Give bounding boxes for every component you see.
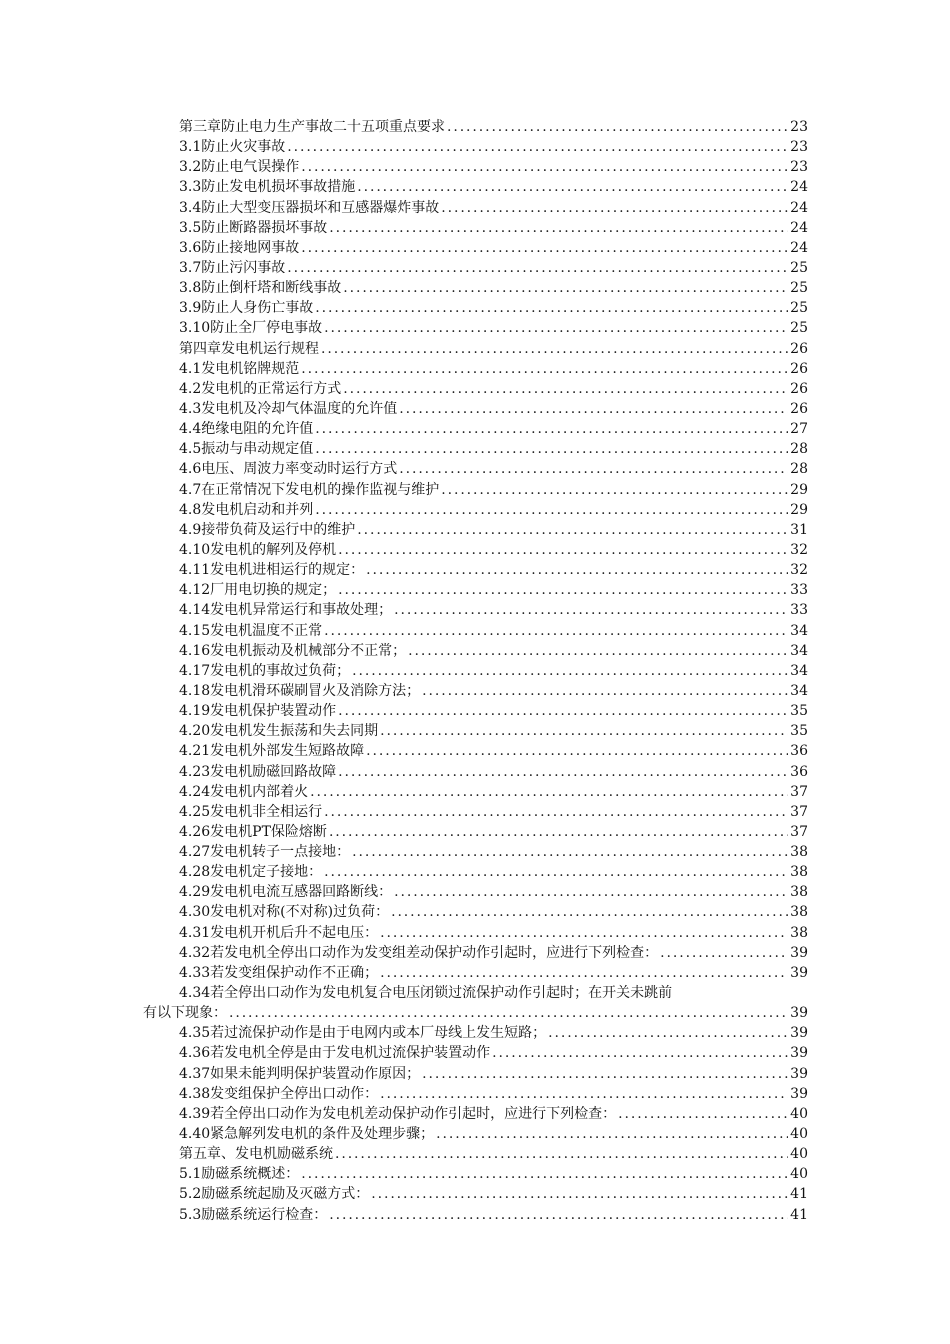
toc-entry-title: 5.3励磁系统运行检查： — [179, 1206, 328, 1223]
toc-entry[interactable] — [143, 600, 808, 620]
toc-entry-page-number: 40 — [790, 1166, 808, 1183]
toc-entry[interactable] — [143, 339, 808, 359]
dot-leader — [408, 641, 788, 661]
toc-entry-title: 4.6电压、周波力率变动时运行方式 — [179, 461, 398, 478]
toc-entry[interactable] — [143, 1164, 808, 1184]
toc-entry[interactable] — [143, 580, 808, 600]
dot-leader — [338, 701, 788, 721]
toc-entry-page-number: 26 — [790, 400, 808, 417]
toc-entry-title: 4.32若发电机全停出口动作为发变组差动保护动作引起时，应进行下列检查： — [179, 944, 659, 961]
toc-entry-title: 4.12厂用电切换的规定； — [179, 582, 337, 599]
dot-leader — [338, 580, 788, 600]
toc-entry-title: 4.11发电机进相运行的规定： — [179, 562, 365, 579]
toc-entry-page-number: 38 — [790, 864, 808, 881]
toc-entry-page-number: 31 — [790, 521, 808, 538]
toc-entry-title: 第三章防止电力生产事故二十五项重点要求 — [179, 119, 445, 135]
toc-entry[interactable] — [143, 278, 808, 298]
toc-entry-page-number: 24 — [790, 199, 808, 216]
toc-entry[interactable] — [143, 1184, 808, 1204]
toc-entry-page-number: 38 — [790, 924, 808, 941]
toc-entry[interactable] — [143, 117, 808, 137]
toc-entry[interactable] — [143, 560, 808, 580]
toc-entry-title: 4.8发电机启动和并列 — [179, 501, 314, 518]
dot-leader — [324, 318, 788, 338]
toc-entry-title: 4.3发电机及冷却气体温度的允许值 — [179, 400, 398, 417]
dot-leader — [492, 1043, 788, 1063]
toc-entry[interactable] — [143, 782, 808, 802]
toc-entry-page-number: 38 — [790, 904, 808, 921]
dot-leader — [338, 762, 788, 782]
toc-entry[interactable] — [143, 238, 808, 258]
toc-entry[interactable] — [143, 439, 808, 459]
dot-leader — [343, 278, 788, 298]
toc-entry-title: 4.2发电机的正常运行方式 — [179, 380, 342, 397]
toc-entry-title: 4.16发电机振动及机械部分不正常； — [179, 642, 407, 659]
dot-leader — [321, 339, 788, 359]
toc-entry-title: 4.18发电机滑环碳刷冒火及消除方法； — [179, 682, 421, 699]
toc-entry-page-number: 27 — [790, 421, 808, 438]
toc-entry-title: 4.1发电机铭牌规范 — [179, 360, 300, 377]
toc-entry[interactable] — [143, 822, 808, 842]
toc-entry-title: 4.40紧急解列发电机的条件及处理步骤； — [179, 1126, 435, 1143]
toc-entry[interactable] — [143, 621, 808, 641]
toc-entry[interactable] — [143, 1205, 808, 1225]
toc-entry[interactable] — [143, 419, 808, 439]
toc-entry-title: 3.6防止接地网事故 — [179, 239, 300, 256]
toc-entry[interactable] — [143, 963, 808, 983]
toc-entry[interactable] — [143, 943, 808, 963]
toc-entry[interactable] — [143, 1084, 808, 1104]
toc-entry-page-number: 26 — [790, 360, 808, 377]
toc-entry-title: 4.31发电机开机后升不起电压： — [179, 924, 379, 941]
dot-leader — [366, 560, 788, 580]
toc-entry[interactable] — [143, 137, 808, 157]
toc-entry-page-number: 25 — [790, 280, 808, 297]
dot-leader — [352, 842, 788, 862]
toc-entry[interactable] — [143, 661, 808, 681]
toc-entry-title: 第四章发电机运行规程 — [179, 340, 319, 357]
toc-entry-title: 4.36若发电机全停是由于发电机过流保护装置动作 — [179, 1045, 491, 1062]
dot-leader — [301, 359, 788, 379]
toc-entry-page-number: 37 — [790, 803, 808, 820]
toc-entry-page-number: 38 — [790, 844, 808, 861]
dot-leader — [380, 923, 788, 943]
toc-entry-title: 4.21发电机外部发生短路故障 — [179, 743, 365, 760]
toc-entry-page-number: 25 — [790, 259, 808, 276]
toc-entry-page-number: 28 — [790, 441, 808, 458]
toc-entry-page-number: 39 — [790, 1065, 808, 1082]
dot-leader — [315, 439, 788, 459]
toc-entry-title: 3.4防止大型变压器损坏和互感器爆炸事故 — [179, 199, 440, 216]
toc-entry-title: 3.9防止人身伤亡事故 — [179, 300, 314, 317]
toc-entry-title: 4.28发电机定子接地： — [179, 864, 323, 881]
toc-entry-page-number: 39 — [790, 944, 808, 961]
toc-entry-page-number: 40 — [790, 1105, 808, 1122]
toc-entry-page-number: 38 — [790, 884, 808, 901]
dot-leader — [315, 419, 788, 439]
toc-entry-page-number: 39 — [790, 964, 808, 981]
toc-entry-page-number: 41 — [790, 1206, 808, 1223]
toc-entry[interactable] — [143, 701, 808, 721]
dot-leader — [329, 1205, 788, 1225]
toc-entry-title: 4.27发电机转子一点接地： — [179, 844, 351, 861]
dot-leader — [324, 802, 788, 822]
toc-entry[interactable] — [143, 480, 808, 500]
dot-leader — [380, 1084, 788, 1104]
dot-leader — [287, 137, 788, 157]
toc-entry-page-number: 33 — [790, 582, 808, 599]
toc-entry-page-number: 23 — [790, 119, 808, 135]
toc-entry-page-number: 24 — [790, 239, 808, 256]
dot-leader — [380, 963, 788, 983]
toc-entry[interactable] — [143, 983, 808, 1003]
toc-entry-page-number: 34 — [790, 682, 808, 699]
dot-leader — [352, 661, 788, 681]
toc-entry-title: 4.34若全停出口动作为发电机复合电压闭锁过流保护动作引起时；在开关未跳前 — [179, 985, 673, 1002]
toc-entry-page-number: 24 — [790, 219, 808, 236]
toc-entry-title: 4.14发电机异常运行和事故处理； — [179, 602, 393, 619]
toc-entry[interactable] — [143, 177, 808, 197]
toc-entry-page-number: 34 — [790, 622, 808, 639]
dot-leader — [366, 741, 788, 761]
dot-leader — [329, 822, 788, 842]
toc-entry[interactable] — [143, 842, 808, 862]
dot-leader — [371, 1184, 788, 1204]
dot-leader — [329, 218, 788, 238]
dot-leader — [618, 1104, 788, 1124]
toc-entry[interactable] — [143, 1104, 808, 1124]
toc-entry-page-number: 34 — [790, 642, 808, 659]
toc-entry[interactable] — [143, 318, 808, 338]
toc-entry-page-number: 36 — [790, 743, 808, 760]
dot-leader — [287, 258, 788, 278]
toc-entry[interactable] — [143, 762, 808, 782]
toc-entry-page-number: 26 — [790, 380, 808, 397]
dot-leader — [391, 902, 788, 922]
toc-entry[interactable] — [143, 540, 808, 560]
toc-entry-title: 4.23发电机励磁回路故障 — [179, 763, 337, 780]
toc-entry[interactable] — [143, 741, 808, 761]
toc-entry-title: 4.7在正常情况下发电机的操作监视与维护 — [179, 481, 440, 498]
toc-entry-title: 5.2励磁系统起励及灭磁方式： — [179, 1186, 370, 1203]
toc-entry[interactable] — [143, 923, 808, 943]
dot-leader — [229, 1003, 788, 1023]
toc-entry[interactable] — [143, 902, 808, 922]
toc-entry-title: 4.24发电机内部着火 — [179, 783, 309, 800]
toc-entry-title: 4.9接带负荷及运行中的维护 — [179, 521, 356, 538]
toc-entry-title: 3.5防止断路器损坏事故 — [179, 219, 328, 236]
toc-entry[interactable] — [143, 1043, 808, 1063]
toc-entry-title: 4.19发电机保护装置动作 — [179, 703, 337, 720]
dot-leader — [399, 399, 788, 419]
dot-leader — [422, 681, 788, 701]
toc-entry-page-number: 39 — [790, 1025, 808, 1042]
toc-entry-page-number: 39 — [790, 1045, 808, 1062]
toc-entry-page-number: 25 — [790, 300, 808, 317]
toc-entry[interactable] — [143, 1144, 808, 1164]
toc-entry-title: 4.10发电机的解列及停机 — [179, 541, 337, 558]
toc-entry-title: 4.29发电机电流互感器回路断线： — [179, 884, 393, 901]
toc-entry[interactable] — [143, 218, 808, 238]
toc-entry-title: 4.15发电机温度不正常 — [179, 622, 323, 639]
toc-entry-page-number: 23 — [790, 139, 808, 156]
dot-leader — [324, 862, 788, 882]
toc-entry-page-number: 25 — [790, 320, 808, 337]
dot-leader — [338, 540, 788, 560]
toc-entry-title: 4.5振动与串动规定值 — [179, 441, 314, 458]
toc-entry-page-number: 23 — [790, 159, 808, 176]
toc-entry[interactable] — [143, 157, 808, 177]
toc-entry-title: 5.1励磁系统概述： — [179, 1166, 300, 1183]
toc-entry-title: 4.35若过流保护动作是由于电网内或本厂母线上发生短路； — [179, 1025, 547, 1042]
toc-entry-page-number: 40 — [790, 1146, 808, 1163]
toc-entry-page-number: 39 — [790, 1085, 808, 1102]
toc-entry-title: 3.3防止发电机损坏事故措施 — [179, 179, 356, 196]
toc-entry-title: 4.25发电机非全相运行 — [179, 803, 323, 820]
dot-leader — [335, 1144, 788, 1164]
toc-entry-title: 4.37如果未能判明保护装置动作原因； — [179, 1065, 421, 1082]
toc-entry-page-number: 35 — [790, 703, 808, 720]
dot-leader — [422, 1064, 788, 1084]
dot-leader — [357, 177, 788, 197]
dot-leader — [548, 1023, 788, 1043]
dot-leader — [380, 721, 788, 741]
toc-entry[interactable] — [143, 802, 808, 822]
toc-entry-page-number: 29 — [790, 501, 808, 518]
toc-entry-title: 4.39若全停出口动作为发电机差动保护动作引起时，应进行下列检查： — [179, 1105, 617, 1122]
toc-entry[interactable] — [143, 520, 808, 540]
toc-entry[interactable] — [143, 399, 808, 419]
toc-entry-page-number: 37 — [790, 783, 808, 800]
dot-leader — [399, 459, 788, 479]
dot-leader — [441, 198, 788, 218]
toc-entry-page-number: 24 — [790, 179, 808, 196]
toc-entry-page-number: 39 — [790, 1005, 808, 1022]
dot-leader — [301, 238, 788, 258]
dot-leader — [394, 882, 788, 902]
toc-entry-page-number: 32 — [790, 562, 808, 579]
toc-entry[interactable] — [143, 258, 808, 278]
toc-entry-page-number: 35 — [790, 723, 808, 740]
toc-entry-title: 4.38发变组保护全停出口动作： — [179, 1085, 379, 1102]
toc-entry[interactable] — [143, 882, 808, 902]
toc-entry[interactable] — [143, 198, 808, 218]
toc-entry[interactable] — [143, 379, 808, 399]
toc-entry[interactable] — [143, 1023, 808, 1043]
toc-entry-title: 第五章、发电机励磁系统 — [179, 1146, 333, 1163]
toc-entry-page-number: 26 — [790, 340, 808, 357]
dot-leader — [301, 1164, 788, 1184]
toc-entry-page-number: 28 — [790, 461, 808, 478]
dot-leader — [310, 782, 788, 802]
toc-entry[interactable] — [143, 681, 808, 701]
dot-leader — [660, 943, 788, 963]
toc-entry-page-number: 36 — [790, 763, 808, 780]
toc-entry[interactable] — [143, 459, 808, 479]
dot-leader — [324, 621, 788, 641]
toc-entry-page-number: 33 — [790, 602, 808, 619]
toc-entry-title: 4.30发电机对称(不对称)过负荷： — [179, 904, 390, 921]
toc-entry-title: 3.7防止污闪事故 — [179, 259, 286, 276]
toc-entry-title: 4.20发电机发生振荡和失去同期 — [179, 723, 379, 740]
toc-entry-page-number: 32 — [790, 541, 808, 558]
toc-entry[interactable] — [143, 1124, 808, 1144]
toc-entry-title: 4.33若发变组保护动作不正确； — [179, 964, 379, 981]
toc-entry[interactable] — [143, 359, 808, 379]
toc-entry-title: 3.10防止全厂停电事故 — [179, 320, 323, 337]
dot-leader — [315, 298, 788, 318]
toc-entry[interactable] — [143, 721, 808, 741]
toc-entry[interactable] — [143, 641, 808, 661]
toc-entry[interactable] — [143, 862, 808, 882]
toc-entry-title: 3.8防止倒杆塔和断线事故 — [179, 280, 342, 297]
toc-entry[interactable] — [143, 500, 808, 520]
toc-entry-page-number: 40 — [790, 1126, 808, 1143]
dot-leader — [441, 480, 788, 500]
toc-entry-title: 4.26发电机PT保险熔断 — [179, 823, 327, 840]
toc-entry-title: 3.2防止电气误操作 — [179, 159, 300, 176]
toc-entry-title: 4.17发电机的事故过负荷； — [179, 662, 351, 679]
dot-leader — [447, 117, 788, 137]
dot-leader — [343, 379, 788, 399]
dot-leader — [357, 520, 788, 540]
dot-leader — [301, 157, 788, 177]
dot-leader — [394, 600, 788, 620]
toc-entry[interactable] — [143, 1003, 808, 1023]
toc-entry[interactable] — [143, 298, 808, 318]
dot-leader — [315, 500, 788, 520]
dot-leader — [436, 1124, 788, 1144]
toc-entry-title: 4.4绝缘电阻的允许值 — [179, 421, 314, 438]
toc-entry-page-number: 37 — [790, 823, 808, 840]
toc-entry-title: 3.1防止火灾事故 — [179, 139, 286, 156]
toc-entry-page-number: 29 — [790, 481, 808, 498]
toc-entry-page-number: 41 — [790, 1186, 808, 1203]
toc-entry-title: 有以下现象： — [143, 1005, 227, 1022]
toc-entry-page-number: 34 — [790, 662, 808, 679]
table-of-contents — [143, 117, 808, 1225]
toc-entry[interactable] — [143, 1064, 808, 1084]
